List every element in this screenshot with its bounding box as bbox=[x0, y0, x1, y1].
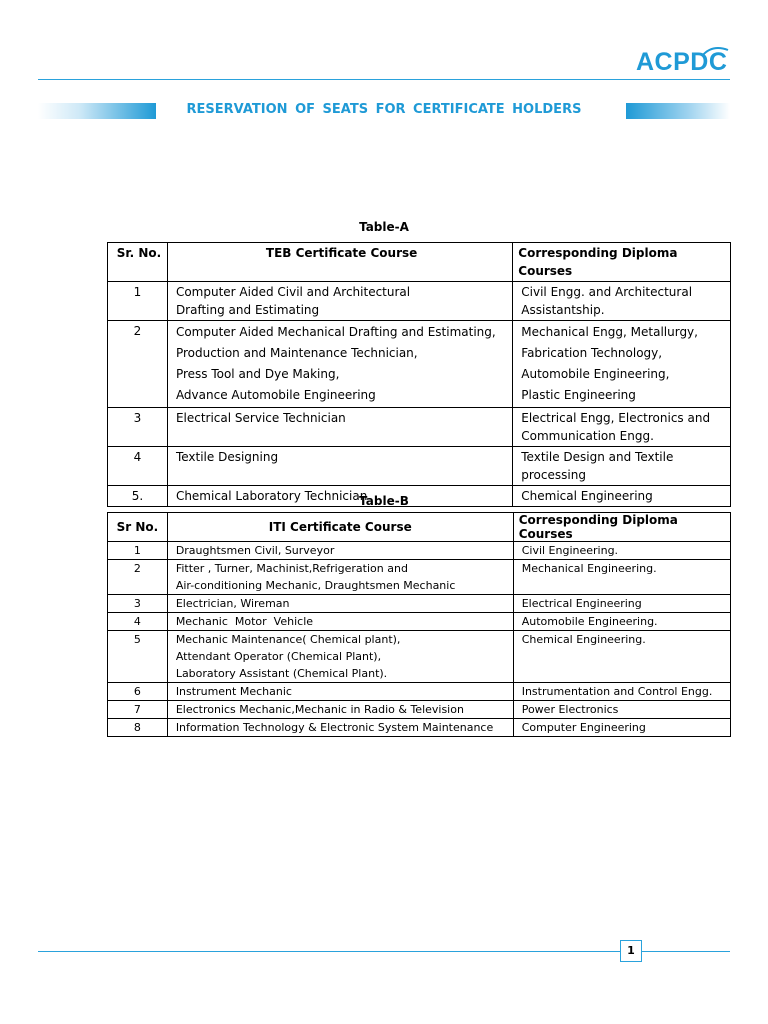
sr-cell: 8 bbox=[108, 719, 168, 737]
sr-cell: 7 bbox=[108, 701, 168, 719]
course-line: Computer Aided Mechanical Drafting and Estimating, bbox=[175, 325, 496, 339]
diploma-line: Civil Engineering. bbox=[521, 544, 619, 557]
diploma-line: Civil Engg. and Architectural bbox=[521, 285, 693, 299]
course-cell bbox=[167, 613, 513, 631]
table-row bbox=[108, 447, 731, 486]
course-line: Air-conditioning Mechanic, Draughtsmen Mechanic bbox=[175, 579, 456, 592]
logo-arc-icon bbox=[700, 44, 730, 58]
diploma-line: Automobile Engineering. bbox=[521, 615, 658, 628]
diploma-cell bbox=[513, 560, 730, 595]
diploma-line: Mechanical Engineering. bbox=[521, 562, 657, 575]
diploma-line: Textile Design and Textile bbox=[521, 450, 674, 464]
table-row bbox=[108, 542, 731, 560]
diploma-cell bbox=[513, 321, 731, 408]
page-title: RESERVATION OF SEATS FOR CERTIFICATE HOLDERS bbox=[186, 102, 582, 117]
table-a-header-row bbox=[108, 243, 731, 282]
table-a-header-diploma: Corresponding Diploma Courses bbox=[513, 243, 731, 282]
sr-cell: 4 bbox=[108, 613, 168, 631]
table-a-caption: Table-A bbox=[359, 220, 409, 234]
course-cell bbox=[167, 701, 513, 719]
diploma-line: Communication Engg. bbox=[521, 429, 654, 443]
course-line: Advance Automobile Engineering bbox=[175, 388, 376, 402]
page-number: 1 bbox=[620, 940, 642, 962]
sr-cell: 4 bbox=[108, 447, 168, 486]
diploma-line: Instrumentation and Control Engg. bbox=[521, 685, 713, 698]
diploma-line: Fabrication Technology, bbox=[521, 346, 663, 360]
course-line: Fitter , Turner, Machinist,Refrigeration and bbox=[175, 562, 408, 575]
course-cell bbox=[167, 282, 512, 321]
course-line: Textile Designing bbox=[175, 450, 279, 464]
sr-cell: 3 bbox=[108, 408, 168, 447]
sr-cell: 2 bbox=[108, 560, 168, 595]
diploma-line: Electrical Engineering bbox=[521, 597, 642, 610]
table-a-header-course: TEB Certificate Course bbox=[167, 243, 512, 282]
table-b-header-sr: Sr No. bbox=[108, 513, 168, 542]
course-line: Mechanic Motor Vehicle bbox=[175, 615, 314, 628]
table-row bbox=[108, 560, 731, 595]
diploma-cell bbox=[513, 701, 730, 719]
diploma-line: processing bbox=[521, 468, 586, 482]
course-cell bbox=[167, 595, 513, 613]
diploma-cell bbox=[513, 683, 730, 701]
course-line: Production and Maintenance Technician, bbox=[175, 346, 418, 360]
table-row bbox=[108, 613, 731, 631]
course-cell bbox=[167, 408, 512, 447]
course-line: Electronics Mechanic,Mechanic in Radio & Television bbox=[175, 703, 464, 716]
sr-cell: 1 bbox=[108, 282, 168, 321]
diploma-line: Power Electronics bbox=[521, 703, 619, 716]
sr-cell: 1 bbox=[108, 542, 168, 560]
diploma-line: Automobile Engineering, bbox=[521, 367, 670, 381]
diploma-cell bbox=[513, 595, 730, 613]
course-line: Laboratory Assistant (Chemical Plant). bbox=[175, 667, 388, 680]
diploma-line: Assistantship. bbox=[521, 303, 605, 317]
diploma-line: Electrical Engg, Electronics and bbox=[521, 411, 711, 425]
course-cell bbox=[167, 683, 513, 701]
course-cell bbox=[167, 447, 512, 486]
diploma-line: Plastic Engineering bbox=[521, 388, 636, 402]
table-row bbox=[108, 321, 731, 408]
course-line: Electrician, Wireman bbox=[175, 597, 290, 610]
course-cell bbox=[167, 542, 513, 560]
course-line: Instrument Mechanic bbox=[175, 685, 292, 698]
course-line: Electrical Service Technician bbox=[175, 411, 346, 425]
acpdc-logo: ACPDC bbox=[636, 48, 728, 76]
sr-cell: 5. bbox=[108, 486, 168, 507]
course-cell bbox=[167, 321, 512, 408]
table-a-header-sr: Sr. No. bbox=[108, 243, 168, 282]
table-row bbox=[108, 282, 731, 321]
table-b-header-course: ITI Certificate Course bbox=[167, 513, 513, 542]
diploma-cell bbox=[513, 447, 731, 486]
table-b bbox=[107, 512, 731, 737]
diploma-cell bbox=[513, 282, 731, 321]
table-a bbox=[107, 242, 731, 507]
table-b-caption: Table-B bbox=[359, 494, 409, 508]
diploma-cell bbox=[513, 719, 730, 737]
table-row bbox=[108, 408, 731, 447]
diploma-cell bbox=[513, 408, 731, 447]
table-b-header-diploma: Corresponding Diploma Courses bbox=[513, 513, 730, 542]
diploma-line: Chemical Engineering. bbox=[521, 633, 646, 646]
course-line: Drafting and Estimating bbox=[175, 303, 320, 317]
course-line: Draughtsmen Civil, Surveyor bbox=[175, 544, 335, 557]
table-row bbox=[108, 683, 731, 701]
table-row bbox=[108, 631, 731, 683]
course-cell bbox=[167, 560, 513, 595]
diploma-cell bbox=[513, 542, 730, 560]
course-line: Computer Aided Civil and Architectural bbox=[175, 285, 411, 299]
diploma-cell bbox=[513, 631, 730, 683]
course-cell bbox=[167, 719, 513, 737]
table-b-header-row bbox=[108, 513, 731, 542]
table-row bbox=[108, 595, 731, 613]
diploma-line: Computer Engineering bbox=[521, 721, 646, 734]
diploma-line: Chemical Engineering bbox=[521, 489, 653, 503]
table-row bbox=[108, 701, 731, 719]
course-line: Information Technology & Electronic System Maintenance bbox=[175, 721, 494, 734]
sr-cell: 5 bbox=[108, 631, 168, 683]
course-line: Press Tool and Dye Making, bbox=[175, 367, 340, 381]
course-cell bbox=[167, 631, 513, 683]
course-line: Attendant Operator (Chemical Plant), bbox=[175, 650, 382, 663]
diploma-line: Mechanical Engg, Metallurgy, bbox=[521, 325, 698, 339]
sr-cell: 2 bbox=[108, 321, 168, 408]
sr-cell: 6 bbox=[108, 683, 168, 701]
sr-cell: 3 bbox=[108, 595, 168, 613]
course-line: Mechanic Maintenance( Chemical plant), bbox=[175, 633, 401, 646]
table-row bbox=[108, 719, 731, 737]
header-rule bbox=[38, 79, 730, 80]
course-line: Chemical Laboratory Technician bbox=[175, 489, 368, 503]
diploma-cell bbox=[513, 613, 730, 631]
